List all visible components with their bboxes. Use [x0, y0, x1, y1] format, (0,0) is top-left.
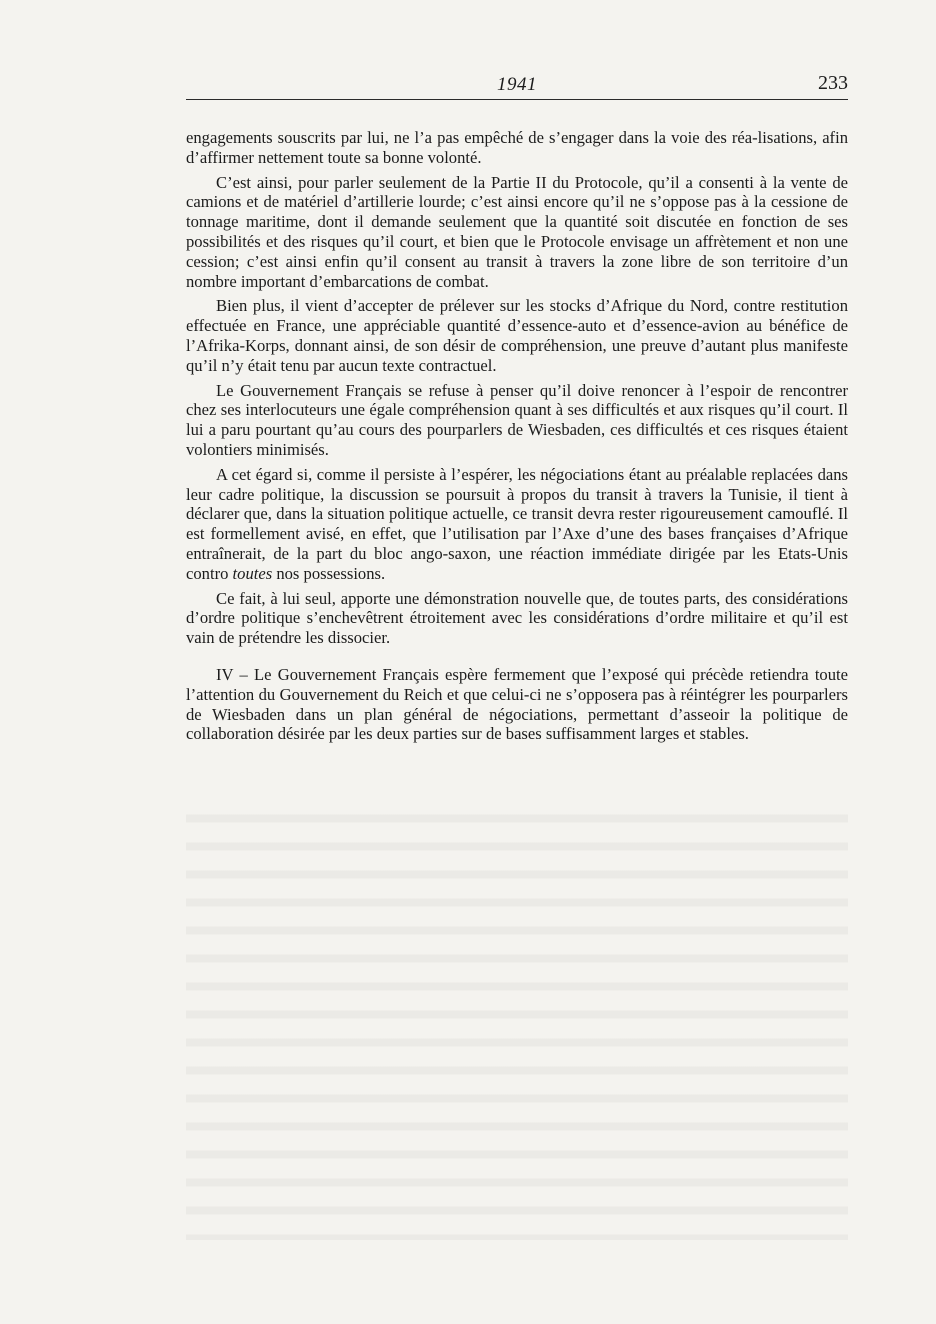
header-year: 1941 [497, 74, 537, 95]
paragraph-section-iv: IV – Le Gouvernement Français espère fermement que l’exposé qui précède retiendra toute l’attention du Gouvernement du Reich et que celui-ci ne s’opposera pas à réintégrer les pourparlers de Wiesbaden dans un plan général de négociations, permettant d’asseoir la politique de collaboration désirée par les deux parties sur de bases suffisamment larges et stables. [186, 664, 848, 744]
paragraph-text: A cet égard si, comme il persiste à l’espérer, les négociations étant au préalable replacées dans leur cadre politique, la discussion se poursuit à propos du transit à travers la Tunisie, il tient à déclarer que, dans la situation politique actuelle, ce transit devra rester rigoureusement camouflé. Il est formellement avisé, en effet, que l’utilisation par l’Axe d’une des bases françaises d’Afrique entraînerait, de la part du bloc ango-saxon, une réaction immédiate dirigée par les Etats-Unis contro [186, 464, 848, 583]
bleed-through-texture [186, 800, 848, 1240]
paragraph-text: nos possessions. [272, 563, 386, 583]
running-header [186, 72, 848, 102]
paragraph-afrika-korps: Bien plus, il vient d’accepter de prélever sur les stocks d’Afrique du Nord, contre restitution effectuée en France, une appréciable quantité d’essence-auto et d’essence-avion au bénéfice de l’Afrika-Korps, donnant ainsi, de son désir de compréhension, une preuve d’autant plus manifeste qu’il n’y était tenu par aucun texte contractuel. [186, 296, 848, 375]
header-rule [186, 99, 848, 100]
paragraph-protocol-part-ii: C’est ainsi, pour parler seulement de la Partie II du Protocole, qu’il a consenti à la vente de camions et de matériel d’artillerie lourde; c’est ainsi encore qu’il ne s’oppose pas à la cessione de tonnage maritime, dont il demande seulement que la quantité soit discutée en fonction de ses possibilités et des risques qu’il court, et bien que le Protocole envisage un affrètement et non une cession; c’est ainsi enfin qu’il consent au transit à travers la zone libre de son territoire d’un nombre important d’embarcations de combat. [186, 172, 848, 291]
italic-emphasis: toutes [232, 563, 273, 583]
paragraph-continuation: engagements souscrits par lui, ne l’a pas empêché de s’engager dans la voie des réa-lisations, afin d’affirmer nettement toute sa bonne volonté. [186, 128, 848, 167]
paragraph-comprehension: Le Gouvernement Français se refuse à penser qu’il doive renoncer à l’espoir de rencontrer chez ses interlocuteurs une égale compréhension quant à ses difficultés et aux risques qu’il court. Il lui a paru pourtant qu’au cours des pourparlers de Wiesbaden, ces difficultés et ces risques étaient volontiers minimisés. [186, 380, 848, 459]
paragraph-transit-tunisie [186, 465, 848, 584]
body-text [186, 128, 848, 744]
page-number: 233 [818, 72, 848, 94]
paragraph-demonstration: Ce fait, à lui seul, apporte une démonstration nouvelle que, de toutes parts, des considérations d’ordre politique s’enchevêtrent étroitement avec les considérations d’ordre militaire et qu’il est vain de prétendre les dissocier. [186, 588, 848, 648]
